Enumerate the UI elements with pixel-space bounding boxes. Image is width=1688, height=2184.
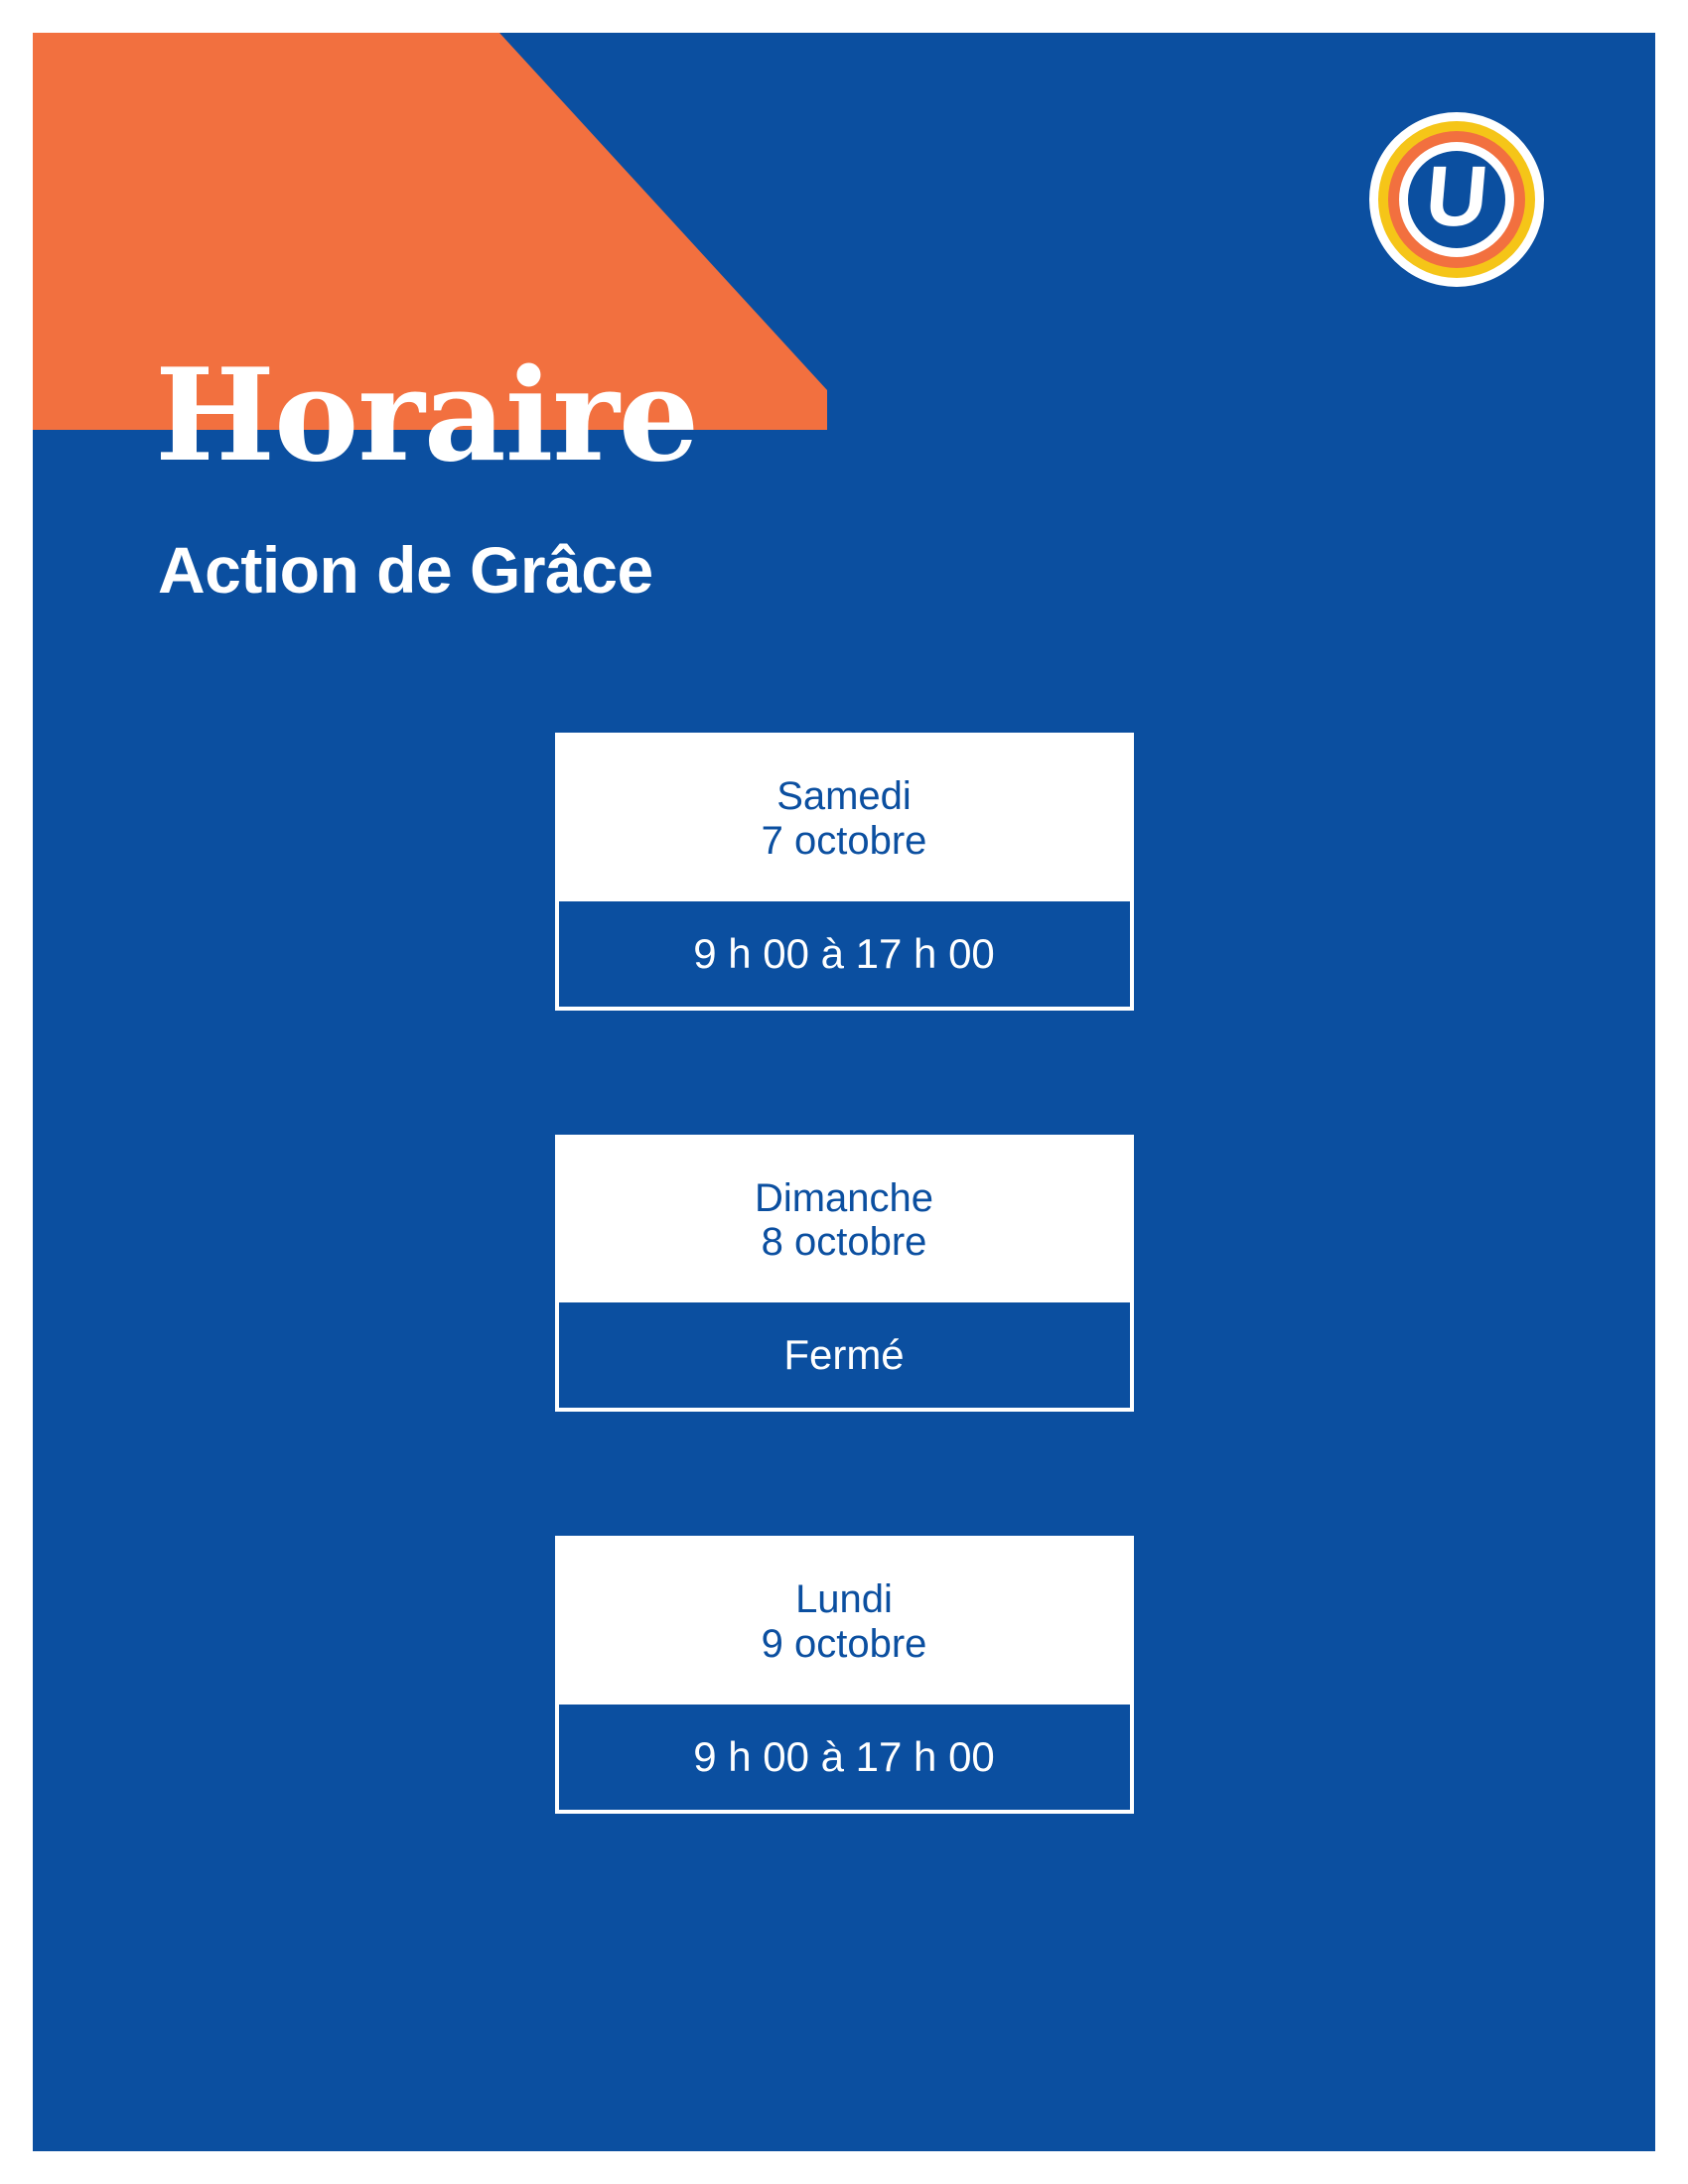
logo-letter-u: U: [1422, 149, 1492, 244]
schedule-card: [555, 733, 1134, 1011]
university-logo: [1369, 112, 1544, 287]
schedule-card-header: [559, 1139, 1130, 1299]
schedule-date-label: 8 octobre: [761, 1220, 927, 1265]
schedule-card-header: [559, 737, 1130, 897]
poster-canvas: [33, 33, 1655, 2151]
schedule-day-label: Dimanche: [754, 1175, 934, 1220]
schedule-card: [555, 1135, 1134, 1413]
schedule-hours-label: 9 h 00 à 17 h 00: [559, 1701, 1130, 1810]
schedule-list: [33, 733, 1655, 1814]
schedule-hours-label: Fermé: [559, 1298, 1130, 1408]
page-title: Horaire: [155, 341, 699, 490]
schedule-card-header: [559, 1540, 1130, 1701]
schedule-day-label: Samedi: [776, 774, 912, 818]
schedule-day-label: Lundi: [795, 1577, 893, 1622]
schedule-hours-label: 9 h 00 à 17 h 00: [559, 897, 1130, 1007]
schedule-date-label: 7 octobre: [761, 818, 927, 863]
page-subtitle: Action de Grâce: [158, 533, 653, 607]
schedule-date-label: 9 octobre: [761, 1621, 927, 1666]
schedule-card: [555, 1536, 1134, 1814]
